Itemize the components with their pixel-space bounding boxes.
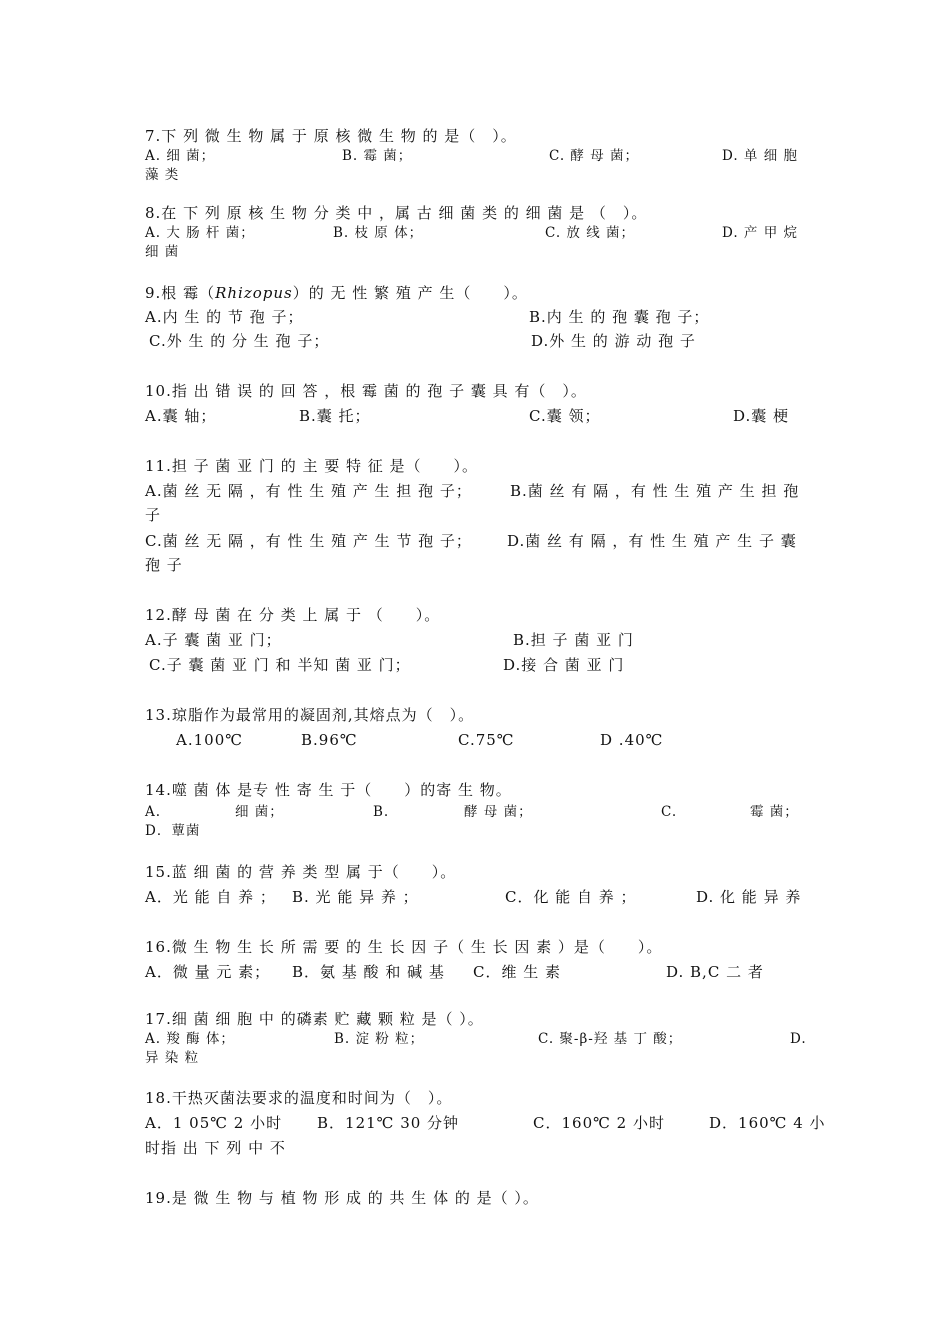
- question-10-option-d: D.囊 梗: [733, 407, 790, 425]
- question-17-option-d: D.: [790, 1031, 807, 1047]
- question-12-option-c: C.子 囊 菌 亚 门 和 半知 菌 亚 门；: [149, 656, 411, 674]
- question-9-stem-prefix: 9.根 霉（: [145, 284, 216, 302]
- question-14-option-b-letter: B.: [373, 804, 390, 820]
- question-16-option-b: B．氨 基 酸 和 碱 基: [292, 963, 445, 981]
- question-9-option-c: C.外 生 的 分 生 孢 子；: [149, 332, 330, 350]
- question-15-option-d: D. 化 能 异 养: [696, 888, 802, 906]
- question-12-option-a: A.子 囊 菌 亚 门；: [145, 631, 282, 649]
- question-9-stem: [145, 284, 528, 302]
- question-7-option-a: A. 细 菌；: [145, 148, 216, 164]
- question-11-option-d-continued: 孢 子: [145, 556, 183, 574]
- question-18-option-c: C．160℃ 2 小时: [533, 1114, 665, 1132]
- question-9-option-b: B.内 生 的 孢 囊 孢 子；: [529, 308, 710, 326]
- question-17-option-c: C. 聚-β-羟 基 丁 酸；: [538, 1031, 683, 1047]
- question-15-stem: 15.蓝 细 菌 的 营 养 类 型 属 于（ ）。: [145, 863, 457, 881]
- question-13-option-b: B.96℃: [301, 731, 358, 749]
- question-19-stem: 19.是 微 生 物 与 植 物 形 成 的 共 生 体 的 是（ ）。: [145, 1189, 539, 1207]
- question-12-stem: 12.酵 母 菌 在 分 类 上 属 于 （ ）。: [145, 606, 441, 624]
- question-8-stem: 8.在 下 列 原 核 生 物 分 类 中 ，属 古 细 菌 类 的 细 菌 是 （ ）。: [145, 204, 648, 222]
- question-11-option-b: B.菌 丝 有 隔 ，有 性 生 殖 产 生 担 孢: [510, 482, 800, 500]
- question-10-option-a: A.囊 轴；: [145, 407, 217, 425]
- question-13-stem: 13.琼脂作为最常用的凝固剂,其熔点为（ ）。: [145, 706, 475, 724]
- question-8-option-b: B. 枝 原 体；: [333, 225, 424, 241]
- question-14-option-a-text: 细 菌；: [235, 804, 284, 820]
- question-8-option-a: A. 大 肠 杆 菌；: [145, 225, 255, 241]
- question-17-option-a: A. 羧 酶 体；: [145, 1031, 235, 1047]
- question-11-option-a: A.菌 丝 无 隔 ，有 性 生 殖 产 生 担 孢 子；: [145, 482, 472, 500]
- question-15-option-c: C．化 能 自 养 ；: [505, 888, 637, 906]
- question-15-option-b: B. 光 能 异 养 ；: [292, 888, 419, 906]
- question-7-option-c: C. 酵 母 菌；: [549, 148, 640, 164]
- question-18-option-a: A．1 05℃ 2 小时: [145, 1114, 283, 1132]
- question-7-option-d-continued: 藻 类: [145, 167, 180, 183]
- question-13-option-d: D .40℃: [600, 731, 664, 749]
- question-11-option-c: C.菌 丝 无 隔 ，有 性 生 殖 产 生 节 孢 子；: [145, 532, 472, 550]
- question-16-stem: 16.微 生 物 生 长 所 需 要 的 生 长 因 子（ 生 长 因 素 ）是（ ）。: [145, 938, 663, 956]
- question-14-option-b-text: 酵 母 菌；: [464, 804, 533, 820]
- question-9-option-d: D.外 生 的 游 动 孢 子: [531, 332, 696, 350]
- question-7-stem: 7.下 列 微 生 物 属 于 原 核 微 生 物 的 是（ ）。: [145, 127, 517, 145]
- question-7-option-b: B. 霉 菌；: [342, 148, 413, 164]
- question-11-option-b-continued: 子: [145, 506, 162, 524]
- question-18-option-d-continued: 时指 出 下 列 中 不: [145, 1139, 286, 1157]
- question-18-option-b: B．121℃ 30 分钟: [317, 1114, 460, 1132]
- question-13-option-c: C.75℃: [458, 731, 515, 749]
- question-18-stem: 18.干热灭菌法要求的温度和时间为（ ）。: [145, 1089, 453, 1107]
- question-14-option-d: D．蕈菌: [145, 823, 201, 839]
- question-17-option-d-continued: 异 染 粒: [145, 1050, 200, 1066]
- question-12-option-b: B.担 子 菌 亚 门: [513, 631, 634, 649]
- question-16-option-a: A．微 量 元 素；: [145, 963, 271, 981]
- question-11-stem: 11.担 子 菌 亚 门 的 主 要 特 征 是（ ）。: [145, 457, 479, 475]
- question-17-stem: 17.细 菌 细 胞 中 的磷素 贮 藏 颗 粒 是（ ）。: [145, 1010, 484, 1028]
- question-16-option-c: C．维 生 素: [473, 963, 562, 981]
- question-14-option-c-letter: C.: [661, 804, 678, 820]
- question-10-option-c: C.囊 领；: [529, 407, 601, 425]
- question-16-option-d: D. B,C 二 者: [666, 963, 764, 981]
- question-14-stem: 14.噬 菌 体 是专 性 寄 生 于（ ）的寄 生 物。: [145, 781, 512, 799]
- question-8-option-d-continued: 细 菌: [145, 244, 180, 260]
- question-7-option-d: D. 单 细 胞: [722, 148, 799, 164]
- question-10-stem: 10.指 出 错 误 的 回 答 ，根 霉 菌 的 孢 子 囊 具 有（ ）。: [145, 382, 587, 400]
- question-9-stem-suffix: ）的 无 性 繁 殖 产 生（ ）。: [292, 284, 528, 302]
- question-12-option-d: D.接 合 菌 亚 门: [503, 656, 625, 674]
- question-17-option-b: B. 淀 粉 粒；: [334, 1031, 425, 1047]
- question-11-option-d: D.菌 丝 有 隔 ，有 性 生 殖 产 生 子 囊: [507, 532, 797, 550]
- question-8-option-d: D. 产 甲 烷: [722, 225, 799, 241]
- question-8-option-c: C. 放 线 菌；: [545, 225, 636, 241]
- question-15-option-a: A．光 能 自 养 ；: [145, 888, 276, 906]
- question-14-option-a-letter: A.: [145, 804, 162, 820]
- question-14-option-c-text: 霉 菌；: [750, 804, 799, 820]
- question-9-option-a: A.内 生 的 节 孢 子；: [145, 308, 304, 326]
- question-13-option-a: A.100℃: [176, 731, 244, 749]
- question-10-option-b: B.囊 托；: [299, 407, 371, 425]
- question-9-stem-italic: Rhizopus: [215, 284, 293, 302]
- question-18-option-d: D．160℃ 4 小: [709, 1114, 826, 1132]
